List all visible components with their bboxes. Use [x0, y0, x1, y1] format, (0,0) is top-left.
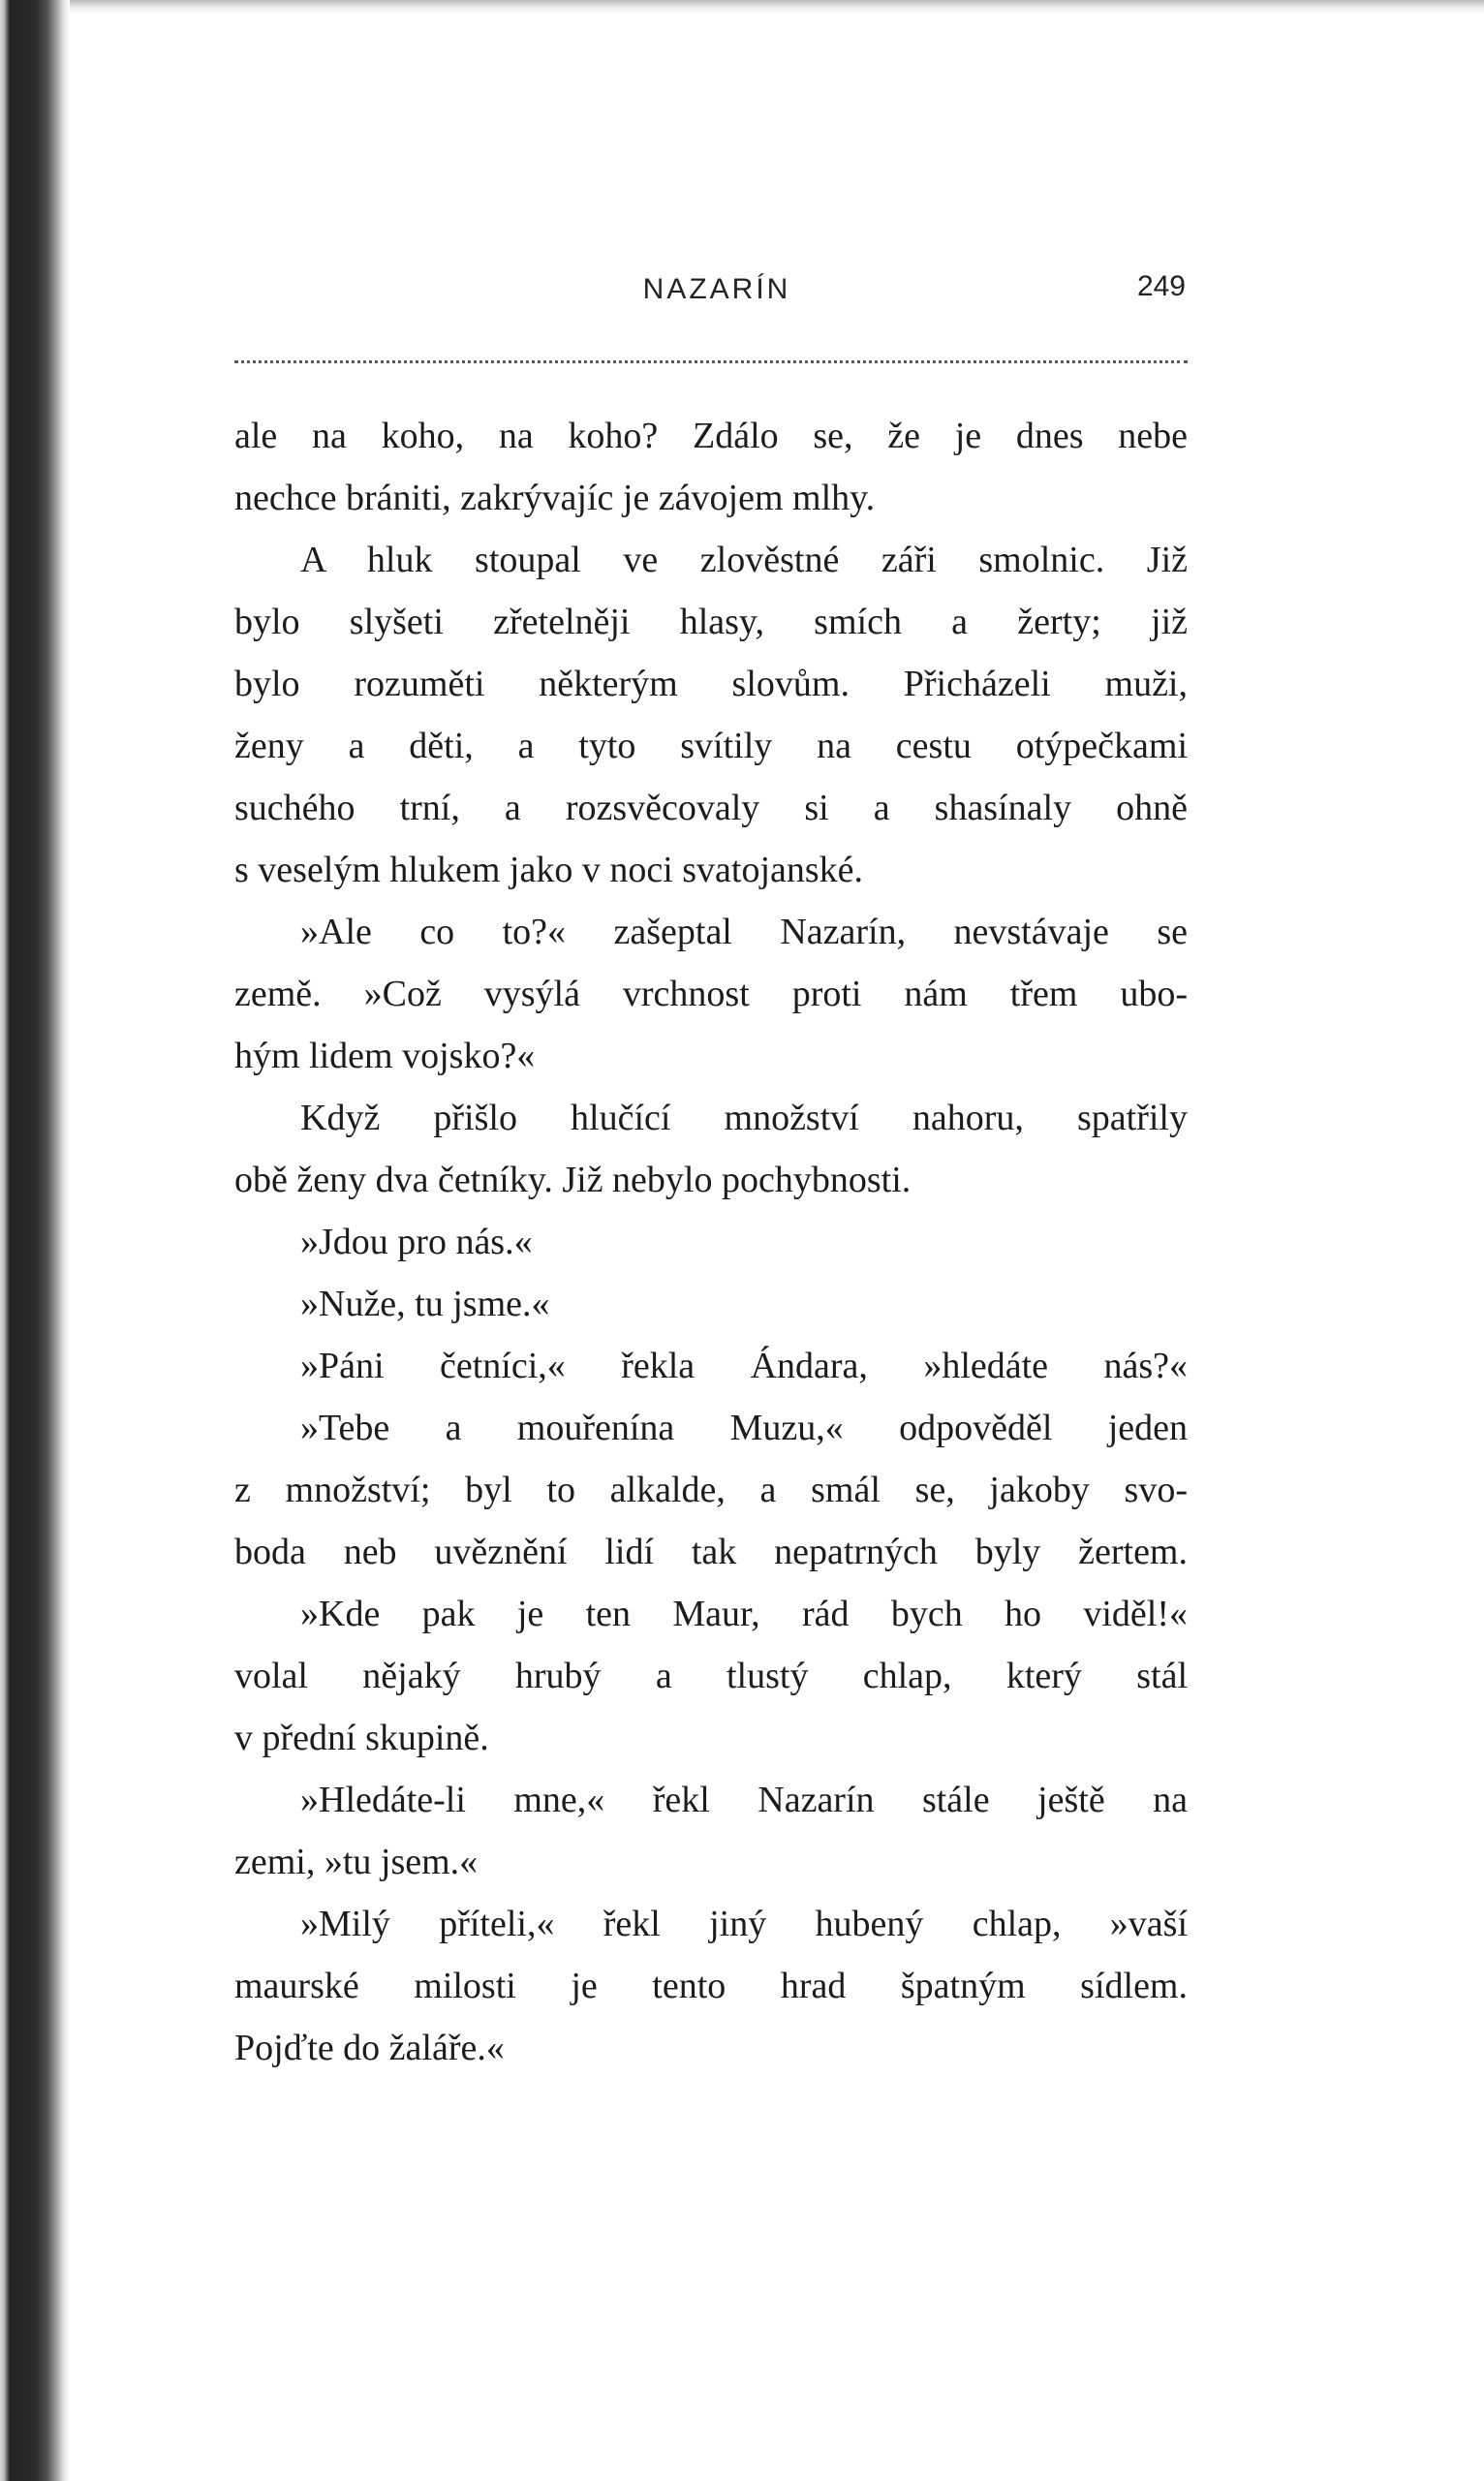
text-line: boda neb uvěznění lidí tak nepatrných byly žertem. [234, 1532, 1188, 1572]
text-line: zemi, »tu jsem.« [234, 1842, 479, 1882]
paragraph-2 [234, 529, 1188, 901]
paragraph-8 [234, 1397, 1188, 1583]
text-line: ženy a děti, a tyto svítily na cestu otýpečkami [234, 726, 1188, 766]
header-dotted-rule [234, 360, 1188, 363]
text-line: »Milý příteli,« řekl jiný hubený chlap, »vaší [300, 1904, 1188, 1944]
text-line: v přední skupině. [234, 1718, 489, 1758]
paragraph-3 [234, 901, 1188, 1087]
text-line: suchého trní, a rozsvěcovaly si a shasínaly ohně [234, 788, 1188, 828]
text-line: A hluk stoupal ve zlověstné záři smolnic. Již [300, 540, 1188, 580]
text-line: hým lidem vojsko?« [234, 1036, 536, 1076]
text-line: »Páni četníci,« řekla Ándara, »hledáte nás?« [300, 1346, 1188, 1386]
text-line: bylo slyšeti zřetelněji hlasy, smích a žerty; již [234, 602, 1188, 642]
paragraph-6 [234, 1273, 1188, 1335]
paragraph-5 [234, 1211, 1188, 1273]
text-line: »Nuže, tu jsme.« [300, 1284, 550, 1324]
text-line: obě ženy dva četníky. Již nebylo pochybnosti. [234, 1160, 912, 1200]
text-line: »Hledáte-li mne,« řekl Nazarín stále ještě na [300, 1780, 1188, 1820]
text-line: Pojďte do žaláře.« [234, 2028, 505, 2068]
page-number: 249 [1136, 270, 1186, 302]
paragraph-7 [234, 1335, 1188, 1397]
running-title: NAZARÍN [642, 273, 791, 305]
text-line: s veselým hlukem jako v noci svatojanské. [234, 850, 864, 890]
text-line: z množství; byl to alkalde, a smál se, jakoby svo- [234, 1470, 1188, 1510]
text-line: volal nějaký hrubý a tlustý chlap, který stál [234, 1656, 1188, 1696]
text-line: maurské milosti je tento hrad špatným sídlem. [234, 1966, 1188, 2006]
text-line: »Ale co to?« zašeptal Nazarín, nevstávaje se [300, 912, 1188, 952]
text-line: ale na koho, na koho? Zdálo se, že je dnes nebe [234, 416, 1188, 456]
text-line: země. »Což vysýlá vrchnost proti nám třem ubo- [234, 974, 1188, 1014]
paragraph-4 [234, 1087, 1188, 1211]
paragraph-10 [234, 1769, 1188, 1893]
text-line: Když přišlo hlučící množství nahoru, spatřily [300, 1098, 1188, 1138]
text-line: bylo rozuměti některým slovům. Přicházeli muži, [234, 664, 1188, 704]
text-line: »Kde pak je ten Maur, rád bych ho viděl!« [300, 1594, 1188, 1634]
text-line: »Tebe a mouřenína Muzu,« odpověděl jeden [300, 1408, 1188, 1448]
paragraph-11 [234, 1893, 1188, 2079]
paragraph-1 [234, 405, 1188, 529]
paragraph-9 [234, 1583, 1188, 1769]
text-line: »Jdou pro nás.« [300, 1222, 533, 1262]
body-text [234, 405, 1188, 2079]
text-line: nechce brániti, zakrývajíc je závojem mlhy. [234, 478, 876, 518]
